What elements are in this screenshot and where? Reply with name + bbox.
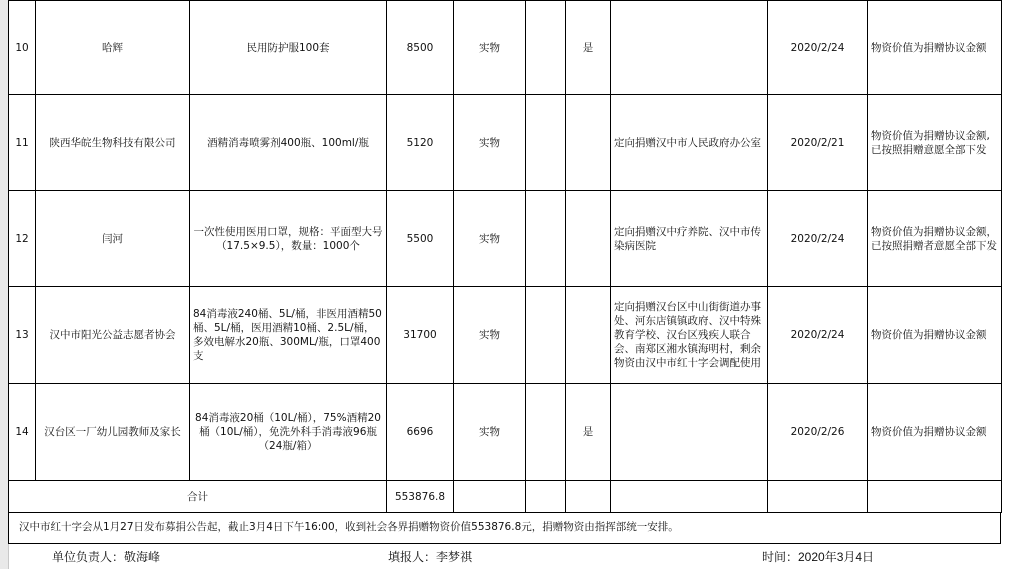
cell-donor[interactable]: 汉中市阳光公益志愿者协会 <box>36 287 190 384</box>
cell-type[interactable]: 实物 <box>454 384 526 481</box>
report-time[interactable]: 时间：2020年3月4日 <box>762 550 875 564</box>
signature-footer <box>8 545 1011 569</box>
cell-item[interactable]: 酒精消毒喷雾剂400瓶、100ml/瓶 <box>190 95 387 191</box>
cell-direction[interactable]: 定向捐赠汉台区中山街街道办事处、河东店镇镇政府、汉中特殊教育学校、汉台区残疾人联合会、南郑区湘水镇海明村，剩余物资由汉中市红十字会调配使用 <box>611 287 768 384</box>
cell-direction[interactable] <box>611 1 768 95</box>
cell-date[interactable]: 2020/2/26 <box>768 384 868 481</box>
cell-date[interactable]: 2020/2/21 <box>768 95 868 191</box>
cell-blank[interactable] <box>768 481 868 513</box>
cell-value[interactable]: 5500 <box>387 191 454 287</box>
table-row <box>9 95 1002 191</box>
cell-item[interactable]: 84消毒液240桶、5L/桶，非医用酒精50桶、5L/桶，医用酒精10桶、2.5L/桶，多效电解水20瓶、300ML/瓶，口罩400支 <box>190 287 387 384</box>
cell-blank[interactable] <box>526 481 566 513</box>
cell-blank[interactable] <box>566 481 611 513</box>
cell-flag[interactable]: 是 <box>566 384 611 481</box>
table-row <box>9 384 1002 481</box>
cell-blank[interactable] <box>611 481 768 513</box>
cell-flag[interactable] <box>566 287 611 384</box>
table-row <box>9 1 1002 95</box>
cell-direction[interactable]: 定向捐赠汉中疗养院、汉中市传染病医院 <box>611 191 768 287</box>
cell-blank[interactable] <box>526 95 566 191</box>
donation-table <box>8 0 1002 513</box>
total-label[interactable]: 合计 <box>9 481 387 513</box>
table-row <box>9 287 1002 384</box>
cell-type[interactable]: 实物 <box>454 287 526 384</box>
cell-no[interactable]: 11 <box>9 95 36 191</box>
total-value[interactable]: 553876.8 <box>387 481 454 513</box>
cell-type[interactable]: 实物 <box>454 95 526 191</box>
cell-remark[interactable]: 物资价值为捐赠协议金额,已按照捐赠意愿全部下发 <box>868 95 1002 191</box>
cell-blank[interactable] <box>526 287 566 384</box>
cell-remark[interactable]: 物资价值为捐赠协议金额，已按照捐赠者意愿全部下发 <box>868 191 1002 287</box>
cell-blank[interactable] <box>526 191 566 287</box>
cell-blank[interactable] <box>868 481 1002 513</box>
cell-value[interactable]: 5120 <box>387 95 454 191</box>
cell-no[interactable]: 10 <box>9 1 36 95</box>
summary-note[interactable]: 汉中市红十字会从1月27日发布募捐公告起，截止3月4日下午16:00，收到社会各界捐赠物资价值553876.8元，捐赠物资由指挥部统一安排。 <box>8 512 1001 544</box>
responsible-person[interactable]: 单位负责人：敬海峰 <box>52 550 161 564</box>
cell-value[interactable]: 6696 <box>387 384 454 481</box>
filler-name[interactable]: 填报人：李梦祺 <box>388 550 473 564</box>
cell-blank[interactable] <box>526 1 566 95</box>
cell-donor[interactable]: 汉台区一厂幼儿园教师及家长 <box>36 384 190 481</box>
cell-date[interactable]: 2020/2/24 <box>768 287 868 384</box>
cell-item[interactable]: 民用防护服100套 <box>190 1 387 95</box>
cell-no[interactable]: 12 <box>9 191 36 287</box>
table-row <box>9 191 1002 287</box>
cell-donor[interactable]: 闫河 <box>36 191 190 287</box>
cell-flag[interactable] <box>566 191 611 287</box>
cell-donor[interactable]: 哈辉 <box>36 1 190 95</box>
cell-type[interactable]: 实物 <box>454 191 526 287</box>
cell-item[interactable]: 84消毒液20桶（10L/桶），75%酒精20桶（10L/桶），免洗外科手消毒液96瓶（24瓶/箱） <box>190 384 387 481</box>
total-row <box>9 481 1002 513</box>
cell-value[interactable]: 8500 <box>387 1 454 95</box>
cell-type[interactable]: 实物 <box>454 1 526 95</box>
cell-date[interactable]: 2020/2/24 <box>768 191 868 287</box>
cell-date[interactable]: 2020/2/24 <box>768 1 868 95</box>
cell-remark[interactable]: 物资价值为捐赠协议金额 <box>868 1 1002 95</box>
cell-remark[interactable]: 物资价值为捐赠协议金额 <box>868 287 1002 384</box>
cell-donor[interactable]: 陕西华皖生物科技有限公司 <box>36 95 190 191</box>
cell-no[interactable]: 13 <box>9 287 36 384</box>
cell-flag[interactable]: 是 <box>566 1 611 95</box>
cell-blank[interactable] <box>454 481 526 513</box>
cell-value[interactable]: 31700 <box>387 287 454 384</box>
cell-remark[interactable]: 物资价值为捐赠协议金额 <box>868 384 1002 481</box>
cell-direction[interactable]: 定向捐赠汉中市人民政府办公室 <box>611 95 768 191</box>
cell-blank[interactable] <box>526 384 566 481</box>
cell-item[interactable]: 一次性使用医用口罩，规格：平面型大号（17.5×9.5），数量：1000个 <box>190 191 387 287</box>
cell-flag[interactable] <box>566 95 611 191</box>
cell-no[interactable]: 14 <box>9 384 36 481</box>
cell-direction[interactable] <box>611 384 768 481</box>
